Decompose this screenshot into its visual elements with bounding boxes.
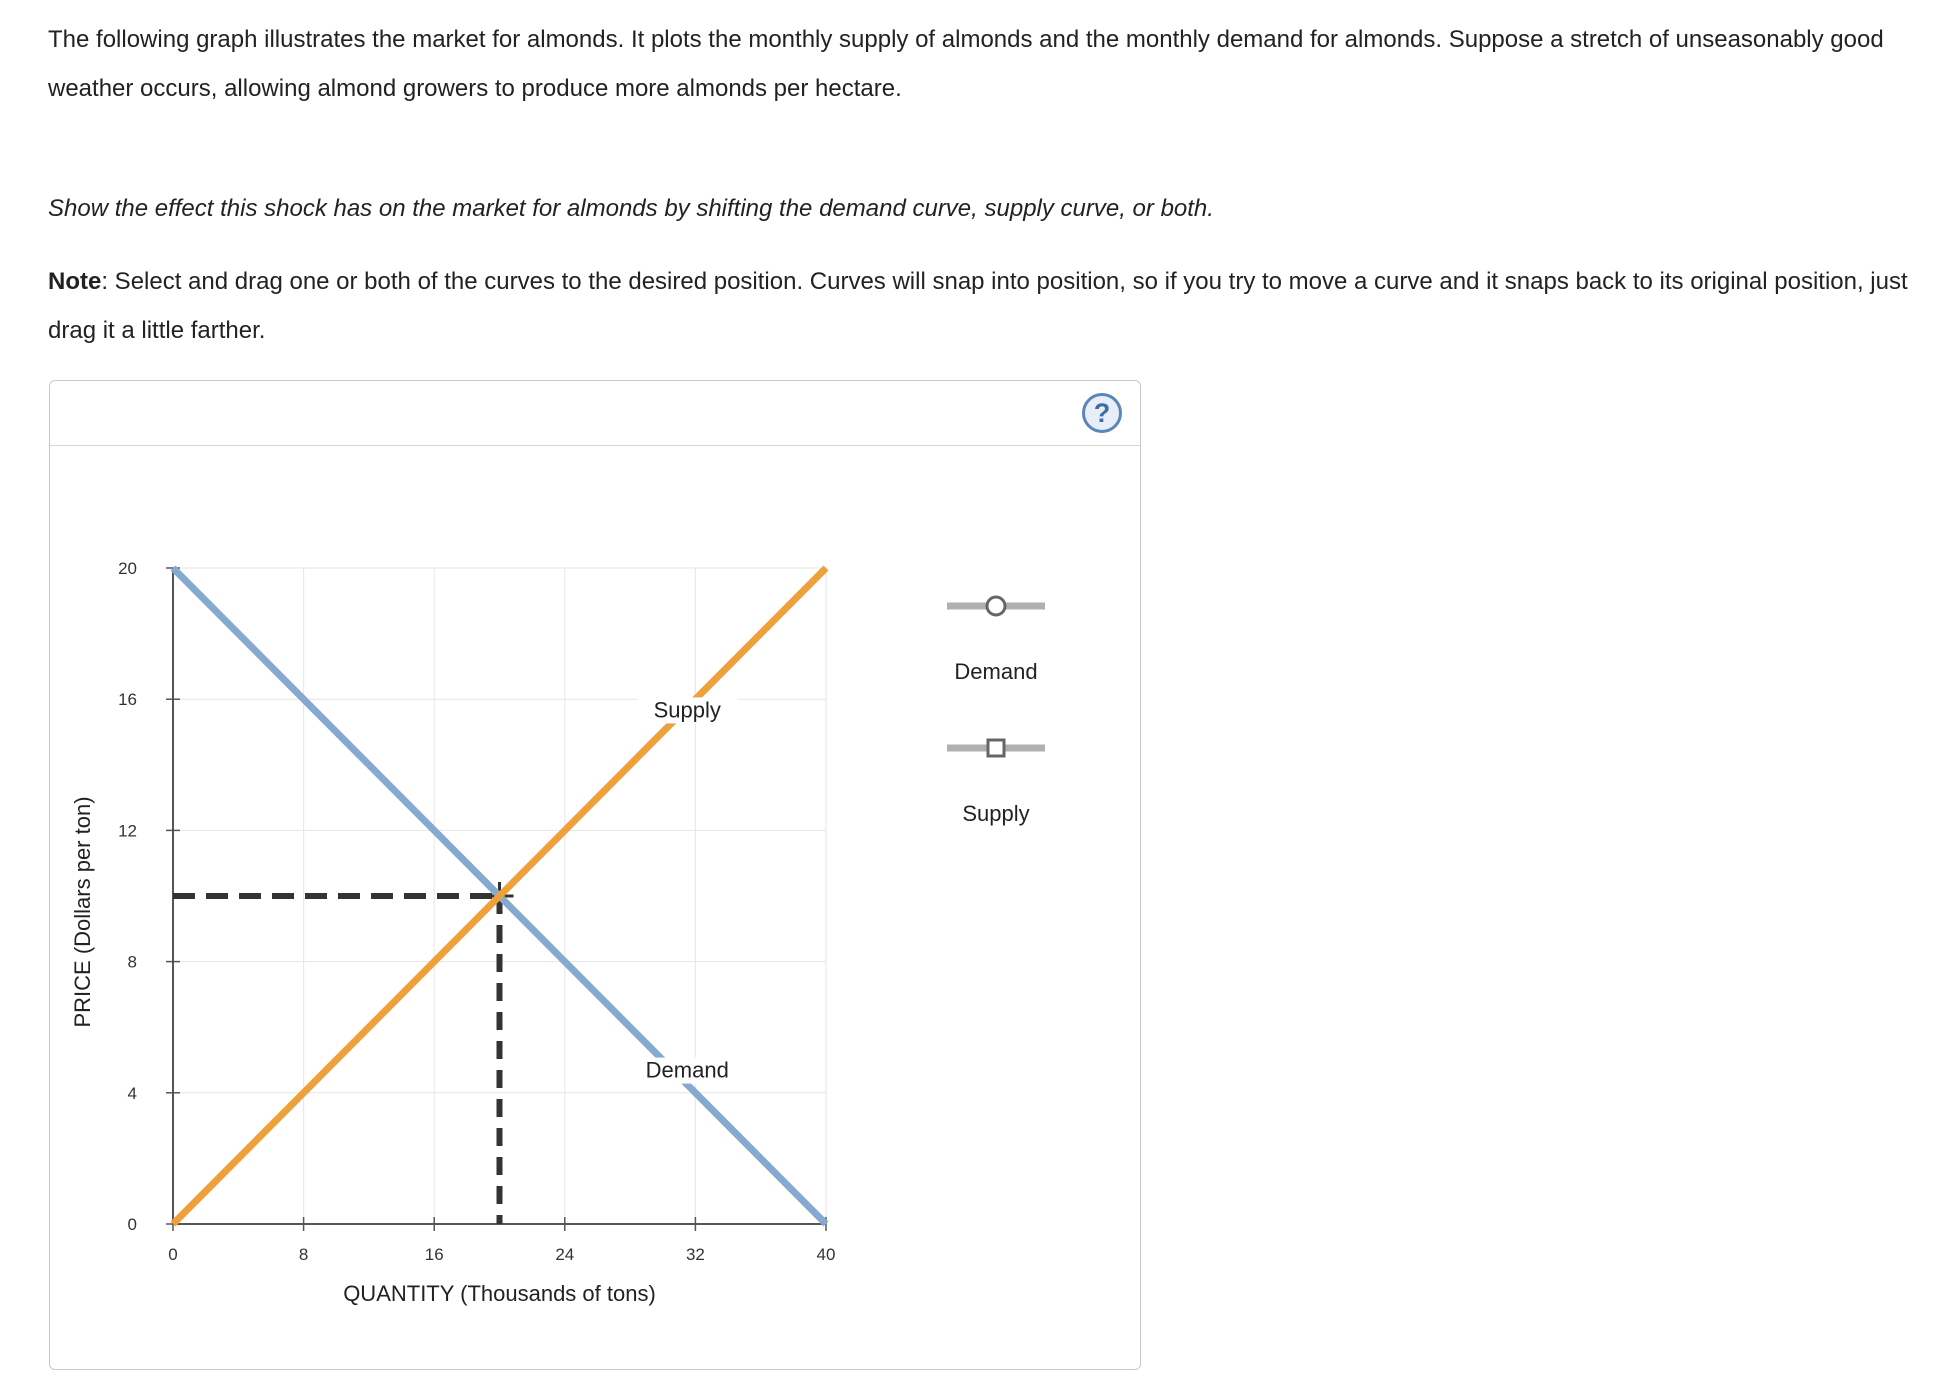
supply-demand-graph[interactable]: [50, 381, 1140, 1369]
x-tick-label: 0: [168, 1245, 178, 1264]
x-axis-title: QUANTITY (Thousands of tons): [343, 1281, 656, 1306]
y-tick-label: 12: [118, 821, 137, 841]
legend-demand-label: Demand: [954, 659, 1038, 684]
question-intro: The following graph illustrates the market for almonds. It plots the monthly supply of almonds and the monthly demand for almonds. Suppose a stretch of unseasonably good weather occurs, allowing almond growers to produce more almonds per hectare.: [48, 26, 1884, 102]
legend-supply-label: Supply: [962, 801, 1030, 826]
supply-curve-label[interactable]: Supply: [653, 697, 721, 723]
question-instruction: Show the effect this shock has on the market for almonds by shifting the demand curve, supply curve, or both.: [48, 195, 1214, 222]
legend-demand-marker-icon[interactable]: [987, 597, 1005, 615]
y-axis-title: PRICE (Dollars per ton): [70, 796, 95, 1028]
note-label: Note: [48, 268, 102, 295]
note-text: : Select and drag one or both of the curves to the desired position. Curves will snap into position, so if you try to move a curve and it snaps back to its original position, just drag it a little farther.: [48, 268, 1908, 344]
x-tick-label: 40: [816, 1245, 836, 1264]
y-tick-label: 4: [127, 1083, 137, 1103]
graph-panel: [49, 380, 1141, 1370]
x-tick-label: 24: [555, 1245, 575, 1264]
x-tick-label: 8: [298, 1245, 309, 1264]
y-tick-label: 8: [127, 952, 137, 972]
y-tick-label: 20: [118, 559, 137, 578]
y-tick-label: 0: [127, 1215, 137, 1234]
legend-supply-marker-icon[interactable]: [988, 740, 1004, 756]
help-label: ?: [1093, 397, 1111, 428]
demand-curve-label[interactable]: Demand: [645, 1057, 729, 1083]
y-tick-label: 16: [118, 690, 137, 710]
x-tick-label: 32: [685, 1245, 705, 1264]
question-note: [48, 257, 1918, 355]
x-tick-label: 16: [424, 1245, 444, 1264]
